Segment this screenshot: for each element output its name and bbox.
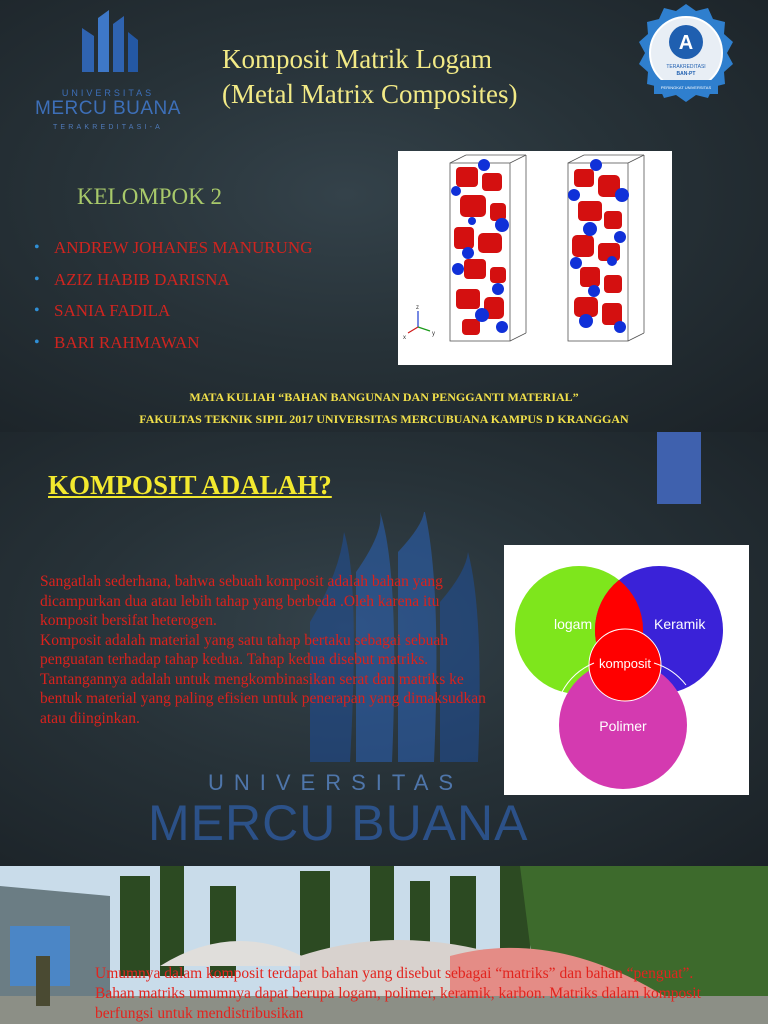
title-line-2: (Metal Matrix Composites) <box>222 79 518 109</box>
member-item: • ANDREW JOHANES MANURUNG <box>34 236 312 268</box>
flame-logo-icon <box>74 10 144 88</box>
badge-body-name: BAN-PT <box>676 71 696 77</box>
axis-x-label: x <box>403 335 406 341</box>
group-title: KELOMPOK 2 <box>77 184 223 209</box>
member-item: • AZIZ HABIB DARISNA <box>34 268 312 300</box>
venn-label-polimer: Polimer <box>599 718 647 734</box>
logo-university-name: MERCU BUANA <box>35 98 181 119</box>
definition-text <box>40 572 490 728</box>
decorative-blue-block <box>657 432 701 504</box>
title-line-1: Komposit Matrik Logam <box>222 44 492 74</box>
definition-paragraph: Komposit adalah material yang satu tahap bertaku sebagai sebuah penguatan terhadap tahap kedua. Tahap kedua disebut matriks. <box>40 631 449 668</box>
composite-3d-figure <box>398 151 672 365</box>
title-slide <box>0 0 768 432</box>
section-title: KOMPOSIT ADALAH? <box>48 470 332 500</box>
member-item: • BARI RAHMAWAN <box>34 331 312 363</box>
venn-label-logam: logam <box>554 616 593 632</box>
member-list <box>34 236 312 362</box>
matrix-slide <box>0 866 768 1024</box>
university-logo <box>22 10 194 136</box>
venn-label-komposit: komposit <box>598 656 652 671</box>
logo-accreditation: TERAKREDITASI-A <box>52 124 164 131</box>
badge-grade: A <box>678 32 694 54</box>
course-line-2: FAKULTAS TEKNIK SIPIL 2017 UNIVERSITAS MERCUBUANA KAMPUS D KRANGGAN <box>139 412 629 426</box>
watermark-university-name: MERCU BUANA <box>148 795 529 851</box>
accreditation-badge-icon <box>636 2 736 112</box>
matrix-text: Umumnya dalam komposit terdapat bahan yang disebut sebagai “matriks” dan bahan “penguat”. Bahan matriks umumnya dapat berupa logam, polimer, keramik, karbon. Matriks dalam komposit berfungsi untuk mendistribusikan <box>95 965 701 1022</box>
badge-ring-text: TERAKREDITASI <box>666 64 706 70</box>
slide-title <box>222 42 517 112</box>
definition-slide <box>0 432 768 866</box>
course-info <box>0 386 768 430</box>
member-item: • SANIA FADILA <box>34 299 312 331</box>
composite-venn-diagram <box>504 545 749 795</box>
watermark-university-label: UNIVERSITAS <box>208 770 464 795</box>
definition-paragraph: Tantangannya adalah untuk mengkombinasikan serat dan matriks ke bentuk material yang paling efisien untuk penerapan yang dimaksudkan atau diinginkan. <box>40 670 486 727</box>
axis-y-label: y <box>432 331 435 337</box>
course-line-1: MATA KULIAH “BAHAN BANGUNAN DAN PENGGANTI MATERIAL” <box>189 390 579 404</box>
definition-paragraph: Sangatlah sederhana, bahwa sebuah komposit adalah bahan yang dicampurkan dua atau lebih tahap yang berbeda .Oleh karena itu komposit bersifat heterogen. <box>40 573 443 629</box>
axis-z-label: z <box>416 305 419 311</box>
badge-caption: PERINGKAT UNIVERSITAS <box>660 85 712 90</box>
venn-label-keramik: Keramik <box>654 616 706 632</box>
logo-university-label: UNIVERSITAS <box>61 88 155 98</box>
